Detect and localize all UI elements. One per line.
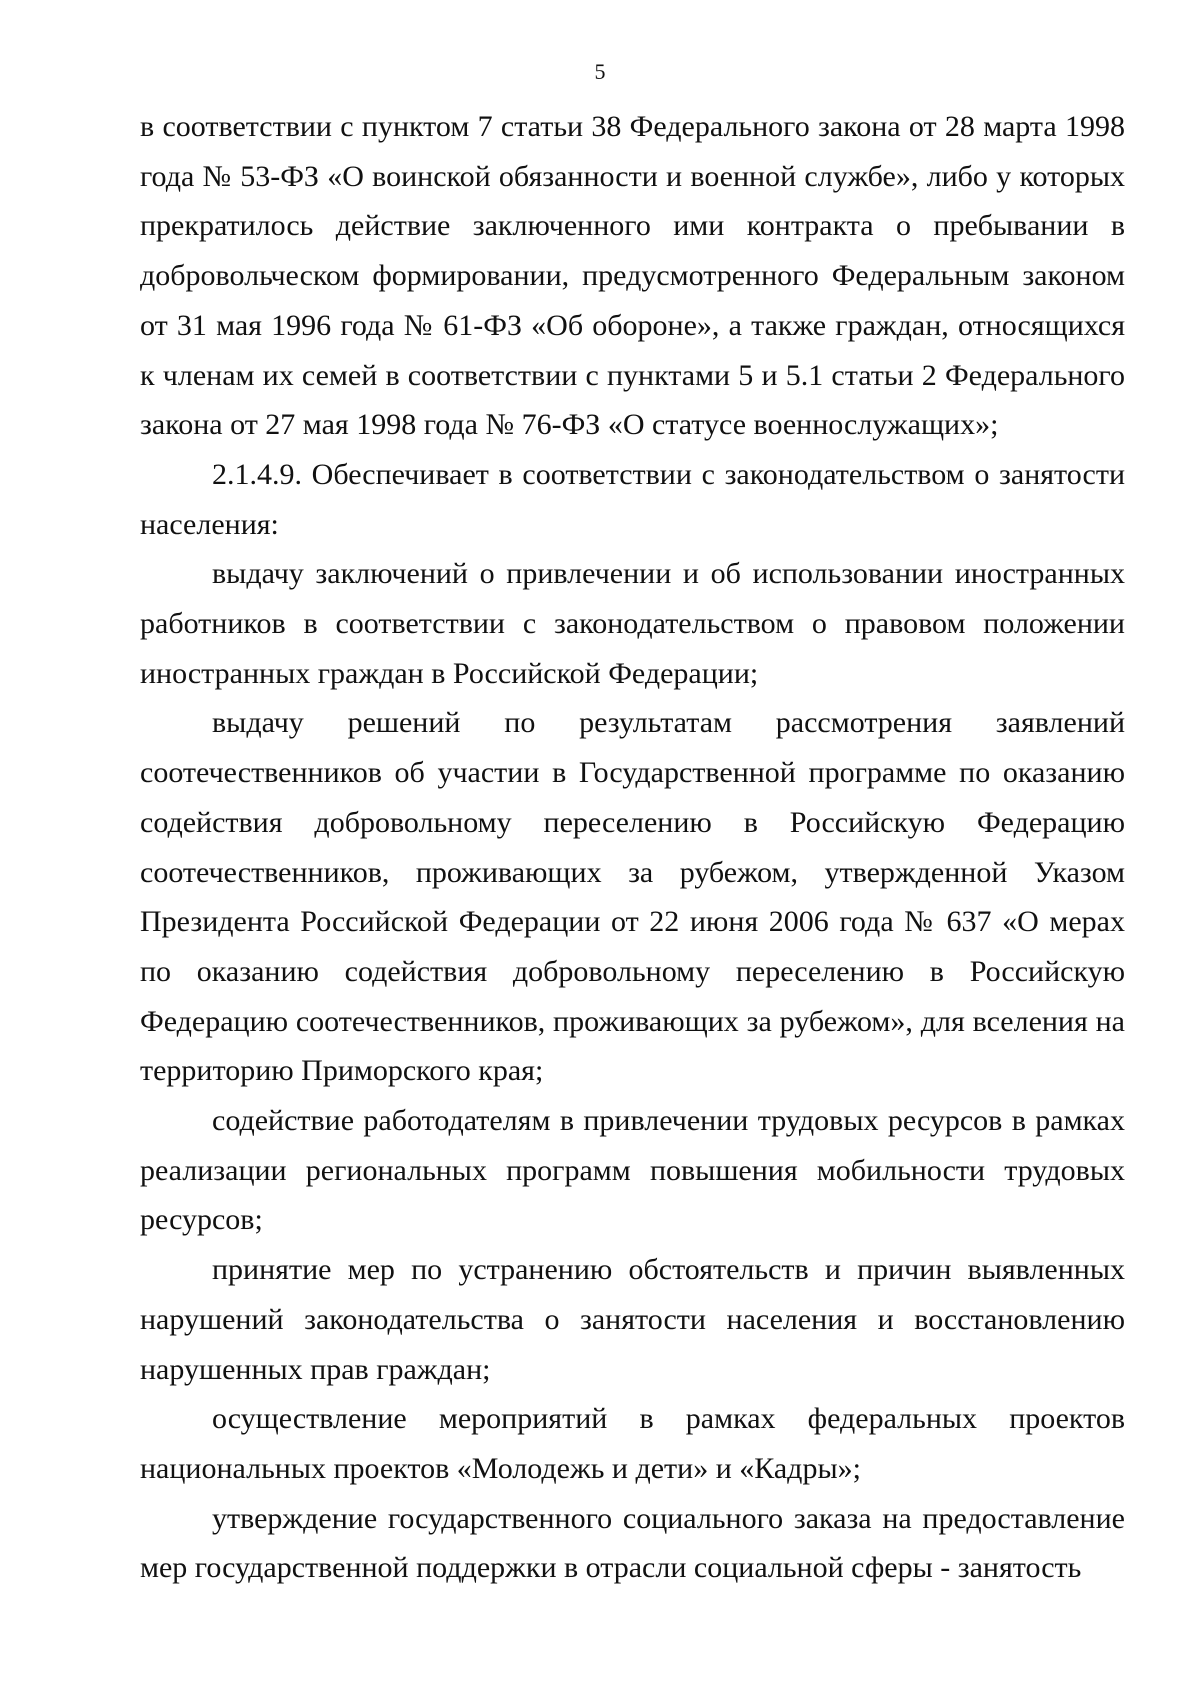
paragraph-section-2-1-4-9: 2.1.4.9. Обеспечивает в соответствии с законодательством о занятости населения:	[140, 457, 1125, 541]
paragraph-continuation: в соответствии с пунктом 7 статьи 38 Федерального закона от 28 марта 1998 года № 53-ФЗ «О воинской обязанности и военной службе», либо у которых прекратилось действие заключенного ими контракта о пребывании в добровольческом формировании, предусмотренного Федеральным законом от 31 мая 1996 года № 61-ФЗ «Об обороне», а также граждан, относящихся к членам их семей в соответствии с пунктами 5 и 5.1 статьи 2 Федерального закона от 27 мая 1998 года № 76-ФЗ «О статусе военнослужащих»;	[140, 110, 1125, 442]
paragraph-labor-mobility: содействие работодателям в привлечении трудовых ресурсов в рамках реализации региональных программ повышения мобильности трудовых ресурсов;	[140, 1104, 1125, 1237]
page-number: 5	[594, 59, 606, 84]
paragraph-foreign-workers: выдачу заключений о привлечении и об использовании иностранных работников в соответствии с законодательством о правовом положении иностранных граждан в Российской Федерации;	[140, 557, 1125, 690]
paragraph-violations-remedy: принятие мер по устранению обстоятельств и причин выявленных нарушений законодательства о занятости населения и восстановлению нарушенных прав граждан;	[140, 1253, 1125, 1386]
document-body	[140, 102, 1125, 1593]
paragraph-compatriots-program: выдачу решений по результатам рассмотрения заявлений соотечественников об участии в Государственной программе по оказанию содействия добровольному переселению в Российскую Федерацию соотечественников, проживающих за рубежом, утвержденной Указом Президента Российской Федерации от 22 июня 2006 года № 637 «О мерах по оказанию содействия добровольному переселению в Российскую Федерацию соотечественников, проживающих за рубежом», для вселения на территорию Приморского края;	[140, 706, 1125, 1088]
paragraph-social-order: утверждение государственного социального заказа на предоставление мер государственной поддержки в отрасли социальной сферы - занятость	[140, 1501, 1125, 1585]
paragraph-national-projects: осуществление мероприятий в рамках федеральных проектов национальных проектов «Молодежь и дети» и «Кадры»;	[140, 1402, 1125, 1485]
